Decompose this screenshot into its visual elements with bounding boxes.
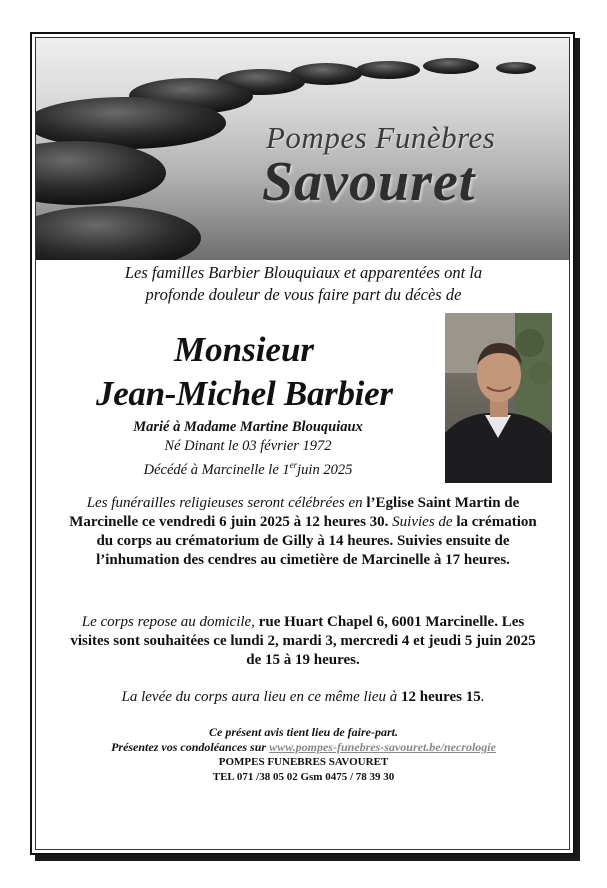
notice-line: Ce présent avis tient lieu de faire-part.: [209, 725, 398, 739]
deceased-title: Monsieur: [174, 330, 315, 369]
footer: [0, 725, 607, 785]
deceased-name: Jean-Michel Barbier: [96, 374, 393, 413]
visitation-paragraph: [66, 613, 540, 670]
company-name: POMPES FUNEBRES SAVOURET: [218, 756, 389, 768]
cremation-details: la crémation du corps au crématorium de Gilly à 14 heures. Suivies ensuite de l’inhumation des cendres au cimetière de Marcinelle à 17 heures.: [96, 514, 537, 568]
funeral-intro: Les funérailles religieuses seront célébrées en: [86, 495, 367, 511]
intro-text: [0, 262, 607, 306]
died-sup: er: [289, 460, 298, 470]
intro-line-1: Les familles Barbier Blouquiaux et apparentées ont la: [124, 263, 483, 282]
condolences-label: Présentez vos condoléances sur: [111, 740, 270, 754]
intro-line-2: profonde douleur de vous faire part du décès de: [145, 285, 462, 304]
brand-title-line2: Savouret: [262, 151, 476, 213]
levee-paragraph: [66, 688, 540, 707]
condolences-line: [0, 740, 607, 755]
levee-end: .: [480, 689, 485, 705]
portrait-illustration: [445, 313, 552, 483]
residence-intro: Le corps repose au domicile,: [81, 614, 259, 630]
died-suffix: juin 2025: [297, 461, 353, 478]
born-line: Né Dinant le 03 février 1972: [164, 438, 332, 454]
died-prefix: Décédé à Marcinelle le 1: [143, 461, 290, 478]
residence-details: rue Huart Chapel 6, 6001 Marcinelle. Les visites sont souhaitées ce lundi 2, mardi 3, mercredi 4 et jeudi 5 juin 2025 de 15 à 19 heures.: [70, 614, 536, 668]
header-banner: [36, 38, 569, 260]
cremation-intro: Suivies de: [388, 514, 457, 530]
brand-title-line1: Pompes Funèbres: [266, 120, 496, 155]
married-line: Marié à Madame Martine Blouquiaux: [133, 419, 363, 435]
church-details: l’Eglise Saint Martin de Marcinelle ce vendredi 6 juin 2025 à 12 heures 30.: [69, 495, 520, 530]
portrait-photo: [445, 313, 552, 483]
levee-intro: La levée du corps aura lieu en ce même lieu à: [121, 689, 401, 705]
levee-time: 12 heures 15: [401, 689, 481, 705]
company-phone: TEL 071 /38 05 02 Gsm 0475 / 78 39 30: [212, 771, 395, 783]
deceased-details: [98, 418, 398, 480]
necrology-link[interactable]: www.pompes-funebres-savouret.be/necrologie: [269, 740, 496, 754]
died-line: [98, 456, 398, 480]
funeral-paragraph: [66, 494, 540, 570]
